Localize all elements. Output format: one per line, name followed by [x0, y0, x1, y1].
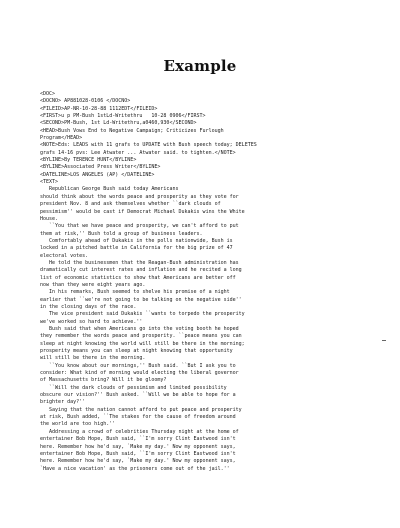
document-line: at risk, Bush added, ``The stakes for the cause of freedom around — [40, 414, 236, 421]
document-body — [40, 91, 370, 473]
document-line: in the closing days of the race. — [40, 303, 137, 310]
document-line: earlier that ``we're not going to be talking on the negative side'' — [40, 296, 242, 303]
document-line: locked in a pitched battle in California for the big prize of 47 — [40, 245, 233, 252]
margin-mark — [382, 340, 386, 341]
document-line: Comfortably ahead of Dukakis in the polls nationwide, Bush is — [40, 237, 233, 244]
document-line: In his remarks, Bush seemed to shelve his promise of a night — [40, 289, 230, 296]
document-line: should think about the words peace and prosperity as they vote for — [40, 193, 239, 200]
document-line: The vice president said Dukakis ``wants to torpedo the prosperity — [40, 311, 245, 318]
document-line: <FIRST>u p PM-Bush 1stLd-Writethru 10-28 0906</FIRST> — [40, 113, 206, 120]
document-line: <DATELINE>LOS ANGELES (AP) </DATELINE> — [40, 171, 155, 178]
document-line: Addressing a crowd of celebrities Thursday night at the home of — [40, 428, 239, 435]
document-line: ``Will the dark clouds of pessimism and limited possibility — [40, 384, 227, 391]
document-line: electoral votes. — [40, 252, 89, 259]
document-line: here. Remember how he'd say, `Make my day.' Now my opponent says, — [40, 443, 236, 450]
document-line: sleep at night knowing the world will still be there in the morning; — [40, 340, 245, 347]
document-line: ``You that we have peace and prosperity, we can't afford to put — [40, 223, 239, 230]
document-line: He told the businessmen that the Reagan-Bush administration has — [40, 259, 239, 266]
document-line: the world are too high.'' — [40, 421, 116, 428]
document-line: <BYLINE>By TERENCE HUNT</BYLINE> — [40, 157, 137, 164]
document-line: <DOCNO> AP881028-0106 </DOCNO> — [40, 98, 131, 105]
document-line: they remember the words peace and prosperity. ``peace means you can — [40, 333, 242, 340]
document-line: House. — [40, 215, 59, 222]
page-title: Example — [163, 57, 237, 75]
document-line: ``You know about our mornings,'' Bush said. ``But I ask you to — [40, 362, 236, 369]
document-line: will still be there in the morning. — [40, 355, 146, 362]
document-line: now than they were eight years ago. — [40, 281, 146, 288]
document-line: grafs 14-16 pvs: Lee Atwater ... Atwater said. to tighten.</NOTE> — [40, 149, 236, 156]
document-line: list of economic statistics to show that Americans are better off — [40, 274, 236, 281]
document-line: <FILEID>AP-NR-10-28-88 1112EDT</FILEID> — [40, 105, 158, 112]
document-line: entertainer Bob Hope, Bush said, ``I'm sorry Clint Eastwood isn't — [40, 450, 236, 457]
document-line: consider: What kind of morning would electing the liberal governor — [40, 370, 239, 377]
document-line: <TEXT> — [40, 179, 59, 186]
document-line: entertainer Bob Hope, Bush said, ``I'm sorry Clint Eastwood isn't — [40, 436, 236, 443]
document-line: them at risk,'' Bush told a group of business leaders. — [40, 230, 203, 237]
document-line: <HEAD>Bush Vows End to Negative Campaign; Criticizes Furlough — [40, 127, 224, 134]
document-line: obscure our vision?'' Bush asked. ``Will we be able to hope for a — [40, 392, 236, 399]
document-line: `Have a nice vacation' as the prisoners come out of the jail.'' — [40, 465, 230, 472]
document-line: Republican George Bush said today Americans — [40, 186, 179, 193]
document-line: president Nov. 8 and ask themselves whether ``dark clouds of — [40, 201, 221, 208]
document-line: <NOTE>Eds: LEADS with 11 grafs to UPDATE with Bush speech today; DELETES — [40, 142, 257, 149]
document-line: here. Remember how he'd say, `Make my day.' Now my opponent says, — [40, 458, 236, 465]
document-line: Bush said that when Americans go into the voting booth he hoped — [40, 326, 239, 332]
document-line: prosperity means you can sleep at night knowing that opportunity — [40, 348, 233, 355]
document-line: <DOC> — [40, 91, 56, 97]
document-line: pessimism'' would be cast if Democrat Michael Dukakis wins the White — [40, 208, 245, 215]
document-line: <SECOND>PM-Bush, 1st Ld-Writethru,a0460,930</SECOND> — [40, 120, 197, 127]
document-line: dramatically cut interest rates and inflation and he recited a long — [40, 267, 242, 274]
document-line: of Massachusetts bring? Will it be gloomy? — [40, 377, 167, 384]
document-line: Saying that the nation cannot afford to put peace and prosperity — [40, 406, 242, 413]
document-line: <BYLINE>Associated Press Writer</BYLINE> — [40, 164, 161, 171]
document-line: Program</HEAD> — [40, 135, 83, 142]
document-line: we've worked so hard to achieve.'' — [40, 318, 143, 325]
document-line: brighter day?'' — [40, 399, 86, 406]
